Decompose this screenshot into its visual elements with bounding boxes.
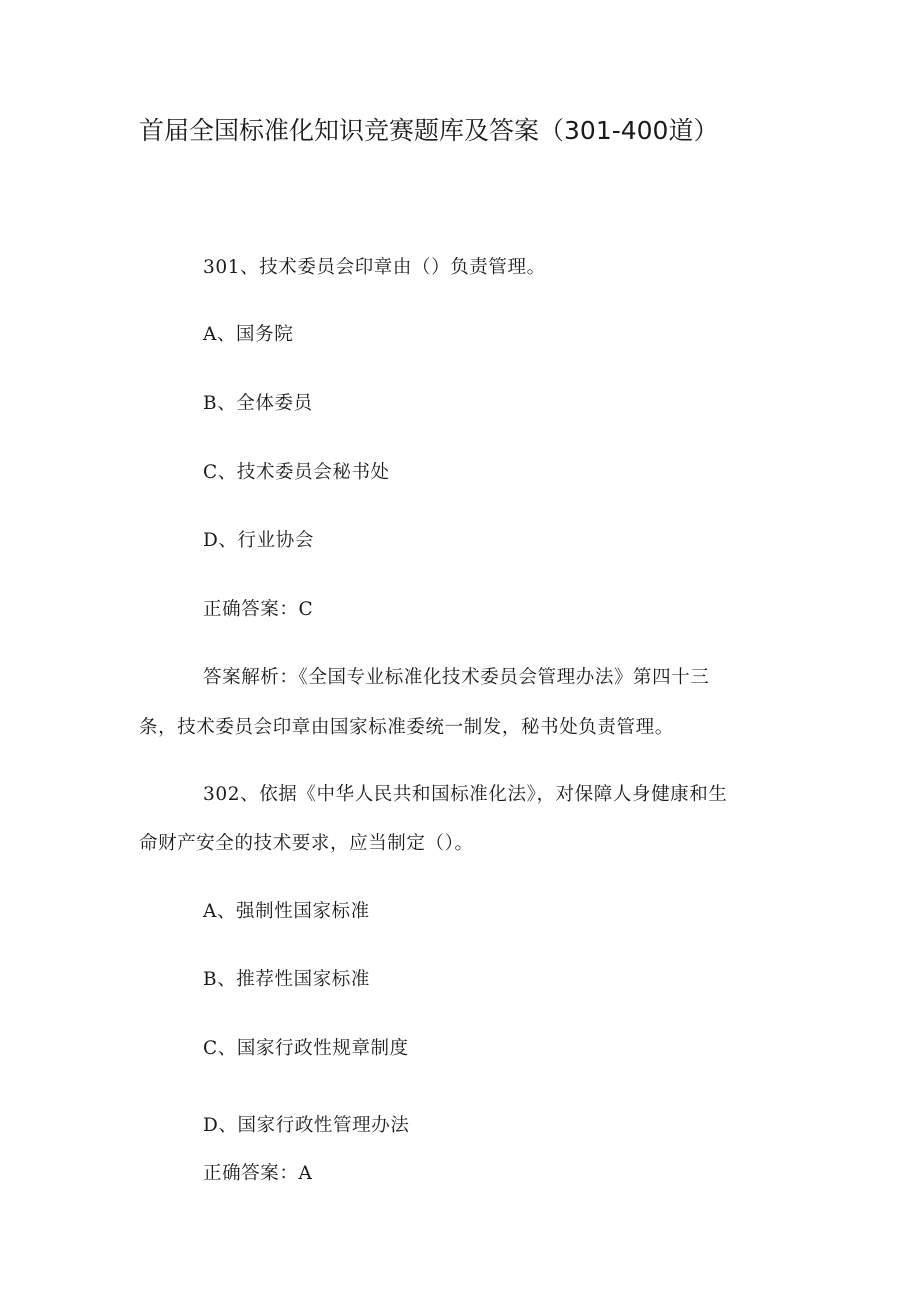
option-b: B、推荐性国家标准 xyxy=(203,969,370,990)
question-stem: 301、技术委员会印章由（）负责管理。 xyxy=(203,257,546,278)
option-c: C、技术委员会秘书处 xyxy=(203,462,390,483)
page-title: 首届全国标准化知识竞赛题库及答案（301-400道） xyxy=(139,116,719,145)
answer-analysis-line-1: 答案解析：《全国专业标准化技术委员会管理办法》第四十三 xyxy=(203,667,710,688)
option-a: A、国务院 xyxy=(203,324,294,345)
question-stem-line-2: 命财产安全的技术要求，应当制定（）。 xyxy=(139,833,474,854)
option-d: D、行业协会 xyxy=(203,530,314,551)
option-b: B、全体委员 xyxy=(203,393,313,414)
option-a: A、强制性国家标准 xyxy=(203,901,370,922)
option-c: C、国家行政性规章制度 xyxy=(203,1038,409,1059)
correct-answer: 正确答案：C xyxy=(203,599,314,620)
correct-answer: 正确答案：A xyxy=(203,1163,313,1184)
option-d: D、国家行政性管理办法 xyxy=(203,1115,410,1136)
answer-analysis-line-2: 条，技术委员会印章由国家标准委统一制发，秘书处负责管理。 xyxy=(139,717,674,738)
question-stem-line-1: 302、依据《中华人民共和国标准化法》，对保障人身健康和生 xyxy=(203,784,728,805)
